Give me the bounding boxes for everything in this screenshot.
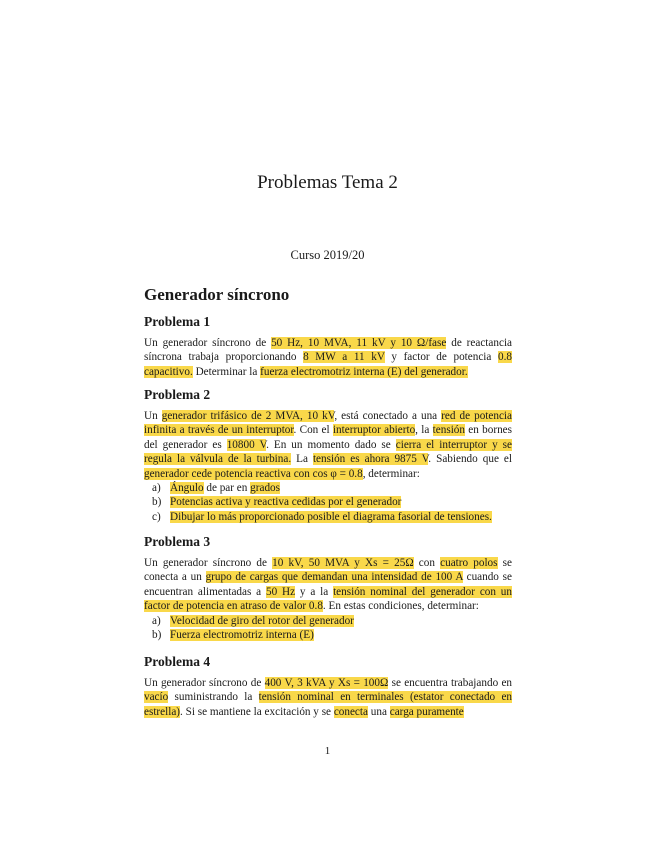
list-marker: b) xyxy=(152,496,162,509)
text-run: . Si se mantiene la excitación y se xyxy=(180,705,334,718)
highlighted-text: Ángulo xyxy=(170,482,204,494)
highlighted-text: tensión es ahora 9875 V xyxy=(312,453,429,466)
highlighted-text: tensión nominal del generador con un factor de potencia en atraso de valor 0.8 xyxy=(144,585,512,613)
document-subtitle: Curso 2019/20 xyxy=(290,248,365,262)
problem-4-heading: Problema 4 xyxy=(144,654,211,669)
document-title: Problemas Tema 2 xyxy=(257,172,398,193)
list-marker: a) xyxy=(152,482,161,494)
text-run: Un generador síncrono de xyxy=(144,557,273,569)
text-run: , determinar: xyxy=(362,467,420,480)
text-run: cuando se encuentran alimentadas a xyxy=(144,571,512,598)
text-run: trabajando xyxy=(450,677,499,689)
highlighted-text: Dibujar lo más proporcionado posible el diagrama fasorial de tensiones. xyxy=(170,510,492,523)
list-item xyxy=(152,628,512,642)
text-run: La xyxy=(291,453,313,466)
problem-4-text xyxy=(144,676,512,719)
text-run: suministrando la xyxy=(168,691,259,704)
highlighted-text: tensión xyxy=(432,424,465,437)
highlighted-text: 10800 V xyxy=(226,438,267,451)
highlighted-text: vacío xyxy=(144,691,169,704)
text-run: . En estas condiciones, determinar: xyxy=(322,600,479,613)
highlighted-text: interruptor abierto xyxy=(332,424,416,437)
highlighted-text: 0.8 capacitivo. xyxy=(144,351,512,378)
highlighted-text: conecta xyxy=(333,705,368,718)
text-run: en bornes del generador es xyxy=(144,424,513,451)
text-run: Un xyxy=(144,410,162,422)
highlighted-text: Potencias activa y reactiva cedidas por el generador xyxy=(170,496,402,509)
text-run: en xyxy=(498,677,513,689)
text-run: de par en xyxy=(203,482,251,494)
highlighted-text: Velocidad de giro del rotor del generador xyxy=(170,615,354,627)
list-item xyxy=(152,481,512,495)
list-marker: c) xyxy=(152,510,161,523)
list-item xyxy=(152,495,512,509)
problem-3-list xyxy=(152,614,512,643)
highlighted-text: cierra el interruptor y se regula la válvula de la turbina. xyxy=(144,438,512,466)
problem-1-heading: Problema 1 xyxy=(144,314,211,329)
text-run: Un generador síncrono de xyxy=(144,677,265,689)
text-run: una xyxy=(367,705,390,718)
problem-2-list xyxy=(152,481,512,524)
problem-2-heading: Problema 2 xyxy=(144,387,211,402)
highlighted-text: 50 Hz, 10 MVA, 11 kV y 10 Ω/fase xyxy=(271,337,447,349)
list-marker: a) xyxy=(152,615,161,627)
text-run: de reactancia síncrona trabaja proporcionando xyxy=(144,337,513,364)
problem-3-text xyxy=(144,556,512,614)
highlighted-text: generador cede potencia reactiva con cos φ = 0.8 xyxy=(144,467,363,480)
highlighted-text: 400 V, 3 kVA y Xs = 100Ω xyxy=(264,677,389,689)
text-run: y a la xyxy=(295,585,334,598)
highlighted-text: carga puramente xyxy=(389,705,464,718)
highlighted-text: fuerza electromotriz interna (E) del generador. xyxy=(260,365,468,378)
text-run: . En un momento dado se xyxy=(266,438,396,451)
highlighted-text: 50 Hz xyxy=(266,585,296,598)
highlighted-text: grados xyxy=(250,482,280,494)
list-item xyxy=(152,510,512,524)
highlighted-text: grupo de cargas que demandan una intensidad de 100 A xyxy=(205,571,463,584)
highlighted-text: cuatro polos xyxy=(440,557,498,569)
text-run: se encuentra xyxy=(388,677,451,689)
highlighted-text: 10 kV, 50 MVA y Xs = 25Ω xyxy=(272,557,414,569)
highlighted-text: red de potencia infinita a través de un interruptor xyxy=(144,410,512,437)
text-run: se conecta a un xyxy=(144,557,513,584)
highlighted-text: generador trifásico de 2 MVA, 10 kV xyxy=(161,410,335,422)
text-run: , está conectado a una xyxy=(334,410,442,422)
text-run: Un generador síncrono de xyxy=(144,337,272,349)
highlighted-text: 8 MW a 11 kV xyxy=(303,351,385,364)
problem-2-text xyxy=(144,409,512,481)
page-number: 1 xyxy=(324,745,331,757)
text-run: y factor de potencia xyxy=(384,351,499,364)
text-run: Determinar la xyxy=(192,365,261,378)
problem-3-heading: Problema 3 xyxy=(144,534,211,549)
list-item xyxy=(152,614,512,628)
problem-1-text xyxy=(144,336,512,379)
highlighted-text: tensión nominal en terminales (estator conectado en estrella) xyxy=(144,691,513,718)
text-run: , la xyxy=(415,424,433,437)
highlighted-text: Fuerza electromotriz interna (E) xyxy=(170,629,314,642)
text-run: . Con el xyxy=(293,424,333,437)
text-run: con xyxy=(413,557,441,569)
list-marker: b) xyxy=(152,629,162,642)
section-heading: Generador síncrono xyxy=(144,285,290,304)
text-run: . Sabiendo que el xyxy=(428,453,512,466)
